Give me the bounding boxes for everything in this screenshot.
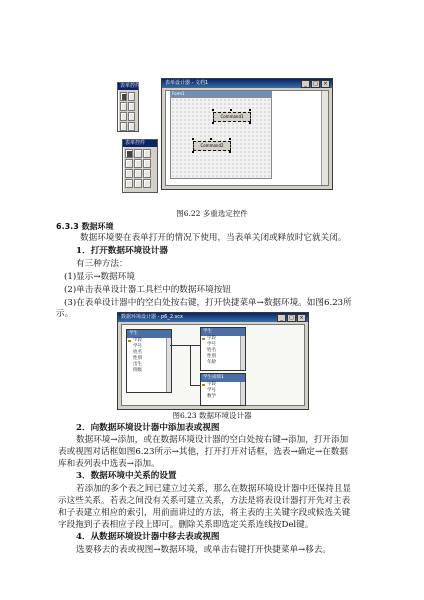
paragraph-line: 选要移去的表或视图→数据环境，或单击右键打开快捷菜单→移去。 bbox=[76, 545, 332, 555]
form-controls-toolbox bbox=[117, 82, 139, 132]
relation-line[interactable] bbox=[190, 345, 191, 385]
table-field[interactable]: 学号 bbox=[133, 344, 142, 349]
paragraph-line: 数据环境→添加，或在数据环境设计器的空白处按右键→添加，打开添加 bbox=[76, 435, 349, 445]
toolbox-title: 表单控件 bbox=[120, 83, 141, 89]
command1-button[interactable]: Command1 bbox=[213, 112, 251, 122]
relation-line[interactable] bbox=[190, 385, 200, 386]
subheading: 1．打开数据环境设计器 bbox=[76, 246, 168, 256]
toolbox-button[interactable] bbox=[125, 179, 133, 188]
data-environment-window bbox=[117, 312, 309, 410]
minimize-icon[interactable]: _ bbox=[277, 314, 286, 322]
subheading: 4．从数据环境设计器中移去表或视图 bbox=[76, 532, 220, 542]
table-field[interactable]: 班级 bbox=[133, 368, 142, 373]
toolbox-button[interactable] bbox=[143, 149, 151, 158]
selection-handle[interactable] bbox=[230, 109, 232, 111]
table-field[interactable]: 字段 bbox=[201, 382, 245, 388]
paragraph-line: 字段拖到子表相应子段上即可。删除关系即选定关系连线按Del键。 bbox=[58, 520, 314, 530]
paragraph-line: 表或视图对话框如图6.23所示→其他，打开打开对话框，选表→确定→在数据 bbox=[58, 447, 348, 457]
paragraph-line: 库和表列表中选表→添加。 bbox=[58, 459, 160, 469]
list-item: (2)单击表单设计器工具栏中的数据环境按钮 bbox=[64, 285, 231, 295]
paragraph-line: 有三种方法： bbox=[76, 259, 128, 269]
table-box[interactable] bbox=[200, 373, 246, 406]
inner-form-title: Form1 bbox=[170, 91, 272, 97]
toolbox-button[interactable] bbox=[134, 169, 142, 178]
selection-handle[interactable] bbox=[212, 122, 214, 124]
table-field[interactable]: 学号 bbox=[207, 342, 216, 347]
table-field[interactable]: 数学 bbox=[207, 394, 216, 399]
table-field[interactable]: 学号 bbox=[207, 388, 216, 393]
close-icon[interactable]: × bbox=[321, 80, 330, 88]
table-field[interactable]: 字段 bbox=[201, 336, 245, 342]
paragraph-line: 数据环境要在表单打开的情况下使用，当表单关闭或释放时它就关闭。 bbox=[80, 233, 347, 243]
toolbox-button[interactable] bbox=[128, 92, 135, 101]
selection-handle[interactable] bbox=[210, 138, 212, 140]
form-designer-title: 表单设计器 - 文档1 bbox=[165, 80, 209, 86]
selection-handle[interactable] bbox=[192, 151, 194, 153]
list-item: (3)在表单设计器中的空白处按右键，打开快捷菜单→数据环境。如图6.23所 bbox=[64, 298, 352, 308]
table-box[interactable] bbox=[126, 329, 172, 393]
toolbox-button[interactable] bbox=[143, 179, 151, 188]
maximize-icon[interactable]: □ bbox=[287, 314, 296, 322]
form-controls-toolbox-expanded bbox=[122, 139, 158, 193]
table-title: 学生 bbox=[127, 330, 171, 338]
selection-handle[interactable] bbox=[212, 109, 214, 111]
figure-caption-6-23: 图6.23 数据环境设计器 bbox=[172, 411, 252, 420]
paragraph-line: 和子表建立相应的索引，用前面讲过的方法，将主表的主关键字段或候选关键 bbox=[58, 508, 351, 518]
table-field[interactable]: 出生 bbox=[133, 362, 142, 367]
toolbox-button[interactable] bbox=[128, 102, 135, 111]
toolbox-button[interactable] bbox=[125, 149, 133, 158]
toolbox-button[interactable] bbox=[120, 112, 127, 121]
selection-handle[interactable] bbox=[249, 122, 251, 124]
table-box[interactable] bbox=[200, 327, 246, 371]
selection-handle[interactable] bbox=[249, 109, 251, 111]
subheading: 2．向数据环境设计器中添加表或视图 bbox=[76, 423, 220, 433]
selection-handle[interactable] bbox=[229, 151, 231, 153]
paragraph-line: 示这些关系。若表之间没有关系可建立关系，方法是将表设计器打开先对主表 bbox=[58, 496, 351, 506]
toolbox-button[interactable] bbox=[134, 159, 142, 168]
form-designer-window bbox=[161, 78, 333, 190]
toolbox-button[interactable] bbox=[120, 102, 127, 111]
table-title: 学生成绩1 bbox=[201, 374, 245, 382]
relation-line[interactable] bbox=[170, 345, 200, 346]
table-field[interactable]: 字段 bbox=[127, 338, 171, 344]
table-scrollbar[interactable] bbox=[240, 336, 245, 370]
data-environment-title: 数据环境设计器 - p6_2.scx bbox=[121, 314, 183, 320]
table-field[interactable]: 性别 bbox=[207, 354, 216, 359]
toolbox-button[interactable] bbox=[134, 179, 142, 188]
form-designer-titlebar bbox=[162, 79, 332, 88]
close-icon[interactable]: × bbox=[297, 314, 306, 322]
table-title: 学生 bbox=[201, 328, 245, 336]
toolbox-button[interactable] bbox=[120, 122, 127, 131]
toolbox-button[interactable] bbox=[128, 122, 135, 131]
toolbox-button[interactable] bbox=[134, 149, 142, 158]
data-environment-titlebar bbox=[118, 313, 308, 322]
subheading: 3．数据环境中关系的设置 bbox=[76, 471, 177, 481]
data-environment-canvas[interactable] bbox=[121, 324, 305, 406]
table-scrollbar[interactable] bbox=[240, 382, 245, 405]
maximize-icon[interactable]: □ bbox=[311, 80, 320, 88]
list-item: (1)显示→数据环境 bbox=[64, 272, 135, 282]
section-heading: 6.3.3 数据环境 bbox=[56, 222, 114, 231]
toolbox-button[interactable] bbox=[143, 169, 151, 178]
form-canvas[interactable] bbox=[165, 90, 329, 186]
toolbox-button[interactable] bbox=[125, 169, 133, 178]
toolbox-title: 表单控件 bbox=[123, 140, 157, 147]
toolbox-button[interactable] bbox=[120, 92, 127, 101]
table-field[interactable]: 姓名 bbox=[133, 350, 142, 355]
table-field[interactable]: 年龄 bbox=[207, 360, 216, 365]
minimize-icon[interactable]: _ bbox=[301, 80, 310, 88]
toolbox-button[interactable] bbox=[143, 159, 151, 168]
toolbox-button[interactable] bbox=[125, 159, 133, 168]
figure-caption-6-22: 图6.22 多重选定控件 bbox=[176, 209, 248, 218]
selection-handle[interactable] bbox=[229, 138, 231, 140]
paragraph-line: 若添加的多个表之间已建立过关系，那么在数据环境设计器中还保持且显 bbox=[76, 484, 352, 494]
table-scrollbar[interactable] bbox=[166, 338, 171, 392]
vertical-scrollbar[interactable] bbox=[321, 91, 328, 185]
inner-form[interactable] bbox=[170, 97, 272, 179]
table-field[interactable]: 性别 bbox=[133, 356, 142, 361]
paragraph-line: 示。 bbox=[56, 309, 74, 319]
toolbox-button[interactable] bbox=[128, 112, 135, 121]
selection-handle[interactable] bbox=[192, 138, 194, 140]
table-field[interactable]: 姓名 bbox=[207, 348, 216, 353]
command2-button[interactable]: Command2 bbox=[193, 141, 231, 151]
